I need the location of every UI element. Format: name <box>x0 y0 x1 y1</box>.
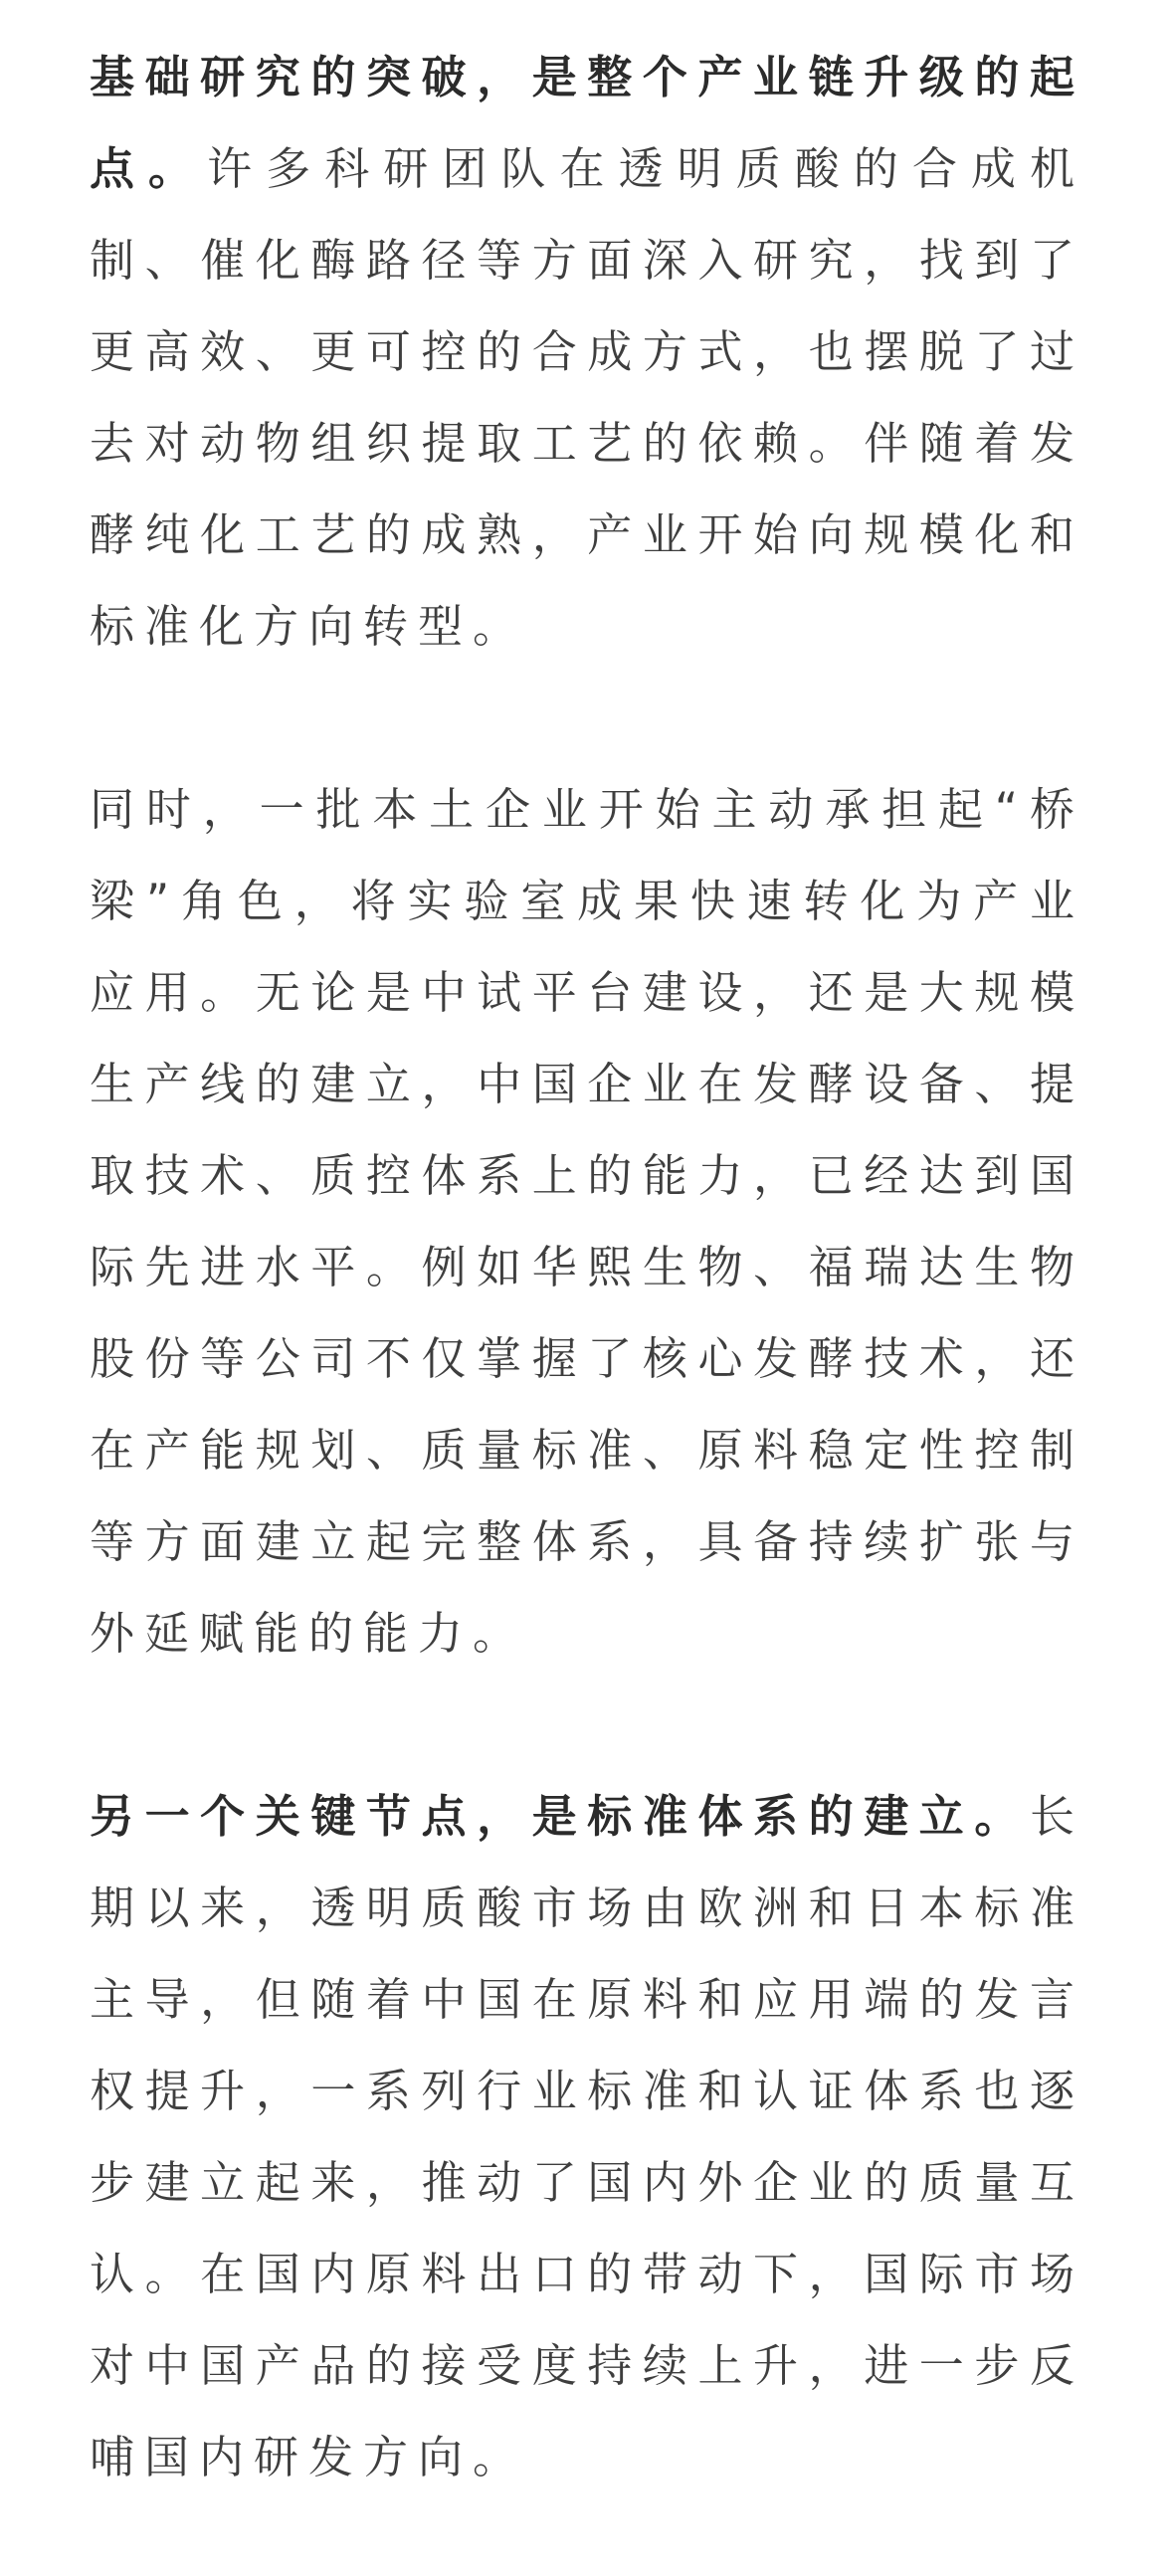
article-body <box>90 32 1084 2503</box>
paragraph-local-enterprises <box>90 764 1084 1680</box>
paragraph-text: 许多科研团队在透明质酸的合成机制、催化酶路径等方面深入研究，找到了更高效、更可控的合成方式，也摆脱了过去对动物组织提取工艺的依赖。伴随着发酵纯化工艺的成熟，产业开始向规模化和标准化方向转型。 <box>90 142 1084 653</box>
paragraph-basic-research <box>90 32 1084 673</box>
paragraph-text: 同时，一批本土企业开始主动承担起“桥梁”角色，将实验室成果快速转化为产业应用。无论是中试平台建设，还是大规模生产线的建立，中国企业在发酵设备、提取技术、质控体系上的能力，已经达到国际先进水平。例如华熙生物、福瑞达生物股份等公司不仅掌握了核心发酵技术，还在产能规划、质量标准、原料稳定性控制等方面建立起完整体系，具备持续扩张与外延赋能的能力。 <box>90 783 1084 1660</box>
paragraph-lead: 另一个关键节点，是标准体系的建立。 <box>90 1790 1030 1843</box>
paragraph-text: 长期以来，透明质酸市场由欧洲和日本标准主导，但随着中国在原料和应用端的发言权提升，一系列行业标准和认证体系也逐步建立起来，推动了国内外企业的质量互认。在国内原料出口的带动下，国际市场对中国产品的接受度持续上升，进一步反哺国内研发方向。 <box>90 1790 1084 2483</box>
paragraph-standards <box>90 1771 1084 2503</box>
paragraph-lead: 基础研究的突破，是整个产业链升级的起点。 <box>90 51 1084 195</box>
